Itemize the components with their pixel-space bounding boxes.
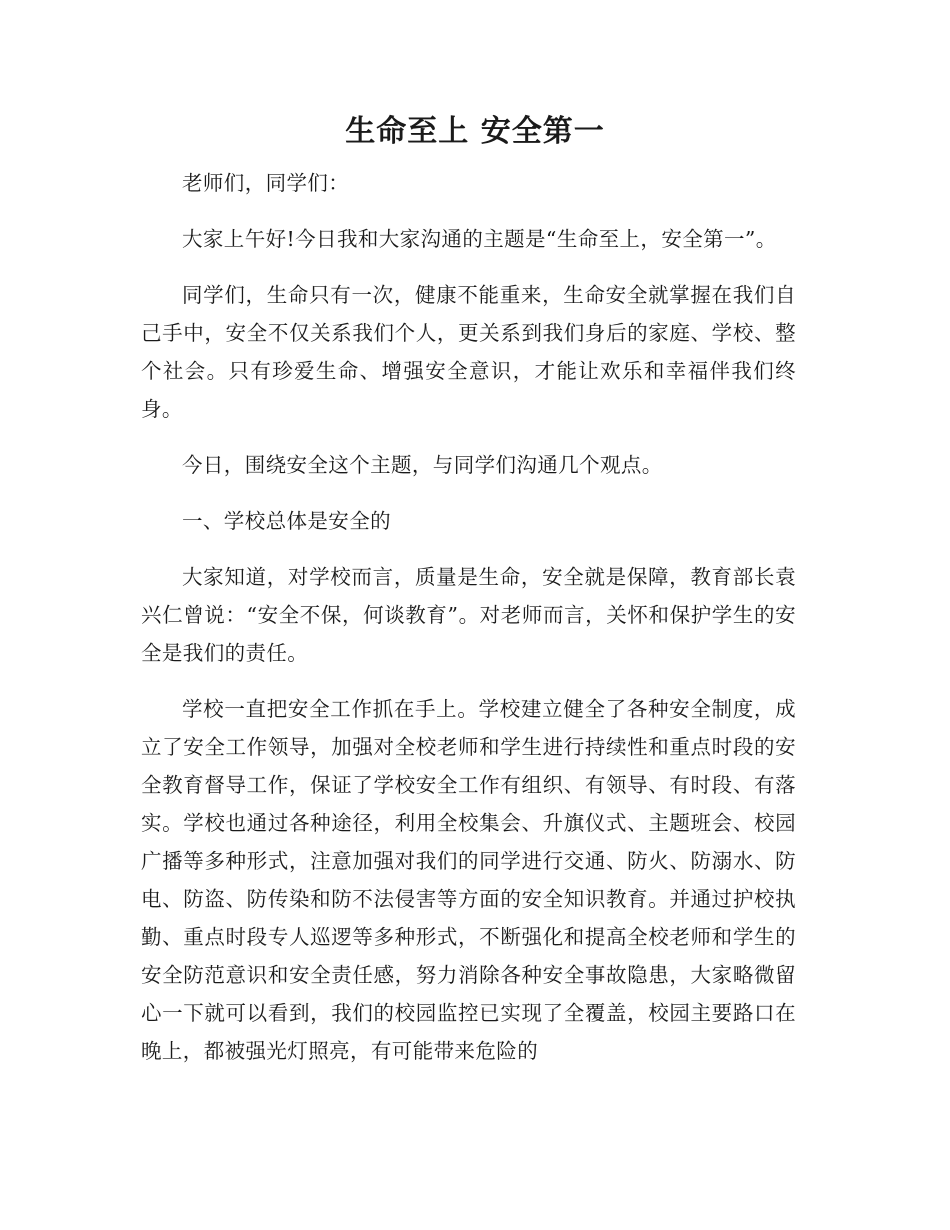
greeting-paragraph: 老师们，同学们：	[182, 171, 350, 195]
section-heading: 一、学校总体是安全的	[182, 509, 391, 533]
body-paragraph: 同学们，生命只有一次，健康不能重来，生命安全就掌握在我们自己手中，安全不仅关系我们个人，更关系到我们身后的家庭、学校、整个社会。只有珍爱生命、增强安全意识，才能让欢乐和幸福伴我们终身。	[141, 283, 796, 421]
document-body	[141, 164, 796, 1088]
body-paragraph: 大家知道，对学校而言，质量是生命，安全就是保障，教育部长袁兴仁曾说：“安全不保，何谈教育”。对老师而言，关怀和保护学生的安全是我们的责任。	[141, 565, 796, 665]
document-title: 生命至上 安全第一	[345, 114, 605, 149]
opening-paragraph: 大家上午好!今日我和大家沟通的主题是“生命至上，安全第一”。	[182, 227, 777, 251]
body-paragraph: 今日，围绕安全这个主题，与同学们沟通几个观点。	[182, 453, 663, 477]
body-paragraph: 学校一直把安全工作抓在手上。学校建立健全了各种安全制度，成立了安全工作领导，加强对全校老师和学生进行持续性和重点时段的安全教育督导工作，保证了学校安全工作有组织、有领导、有时段、有落实。学校也通过各种途径，利用全校集会、升旗仪式、主题班会、校园广播等多种形式，注意加强对我们的同学进行交通、防火、防溺水、防电、防盗、防传染和防不法侵害等方面的安全知识教育。并通过护校执勤、重点时段专人巡逻等多种形式，不断强化和提高全校老师和学生的安全防范意识和安全责任感，努力消除各种安全事故隐患，大家略微留心一下就可以看到，我们的校园监控已实现了全覆盖，校园主要路口在晚上，都被强光灯照亮，有可能带来危险的	[141, 697, 796, 1063]
